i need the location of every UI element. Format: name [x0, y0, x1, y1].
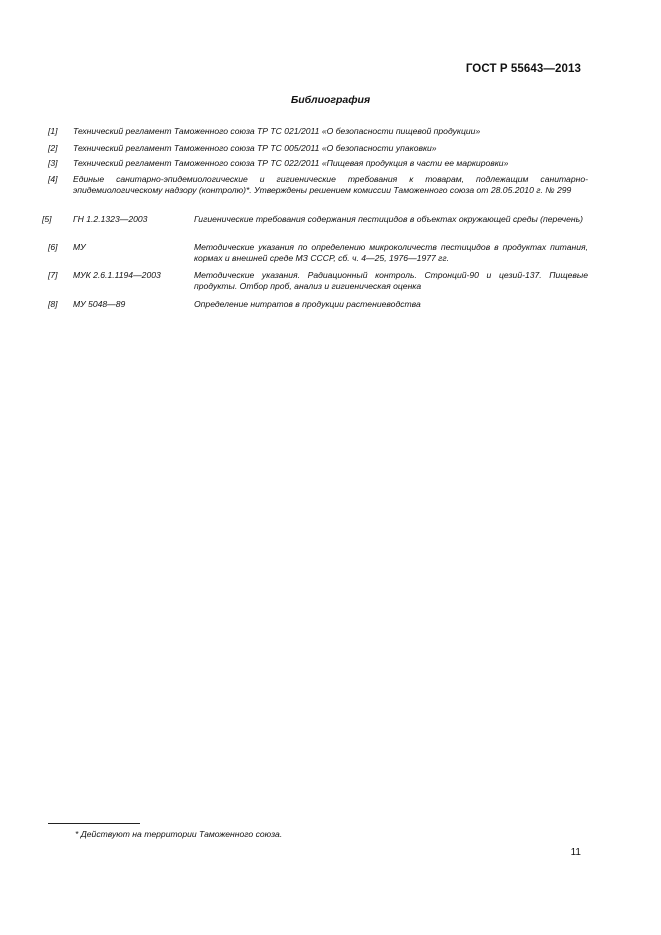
- entry-number: [2]: [48, 143, 58, 153]
- entry-description: Определение нитратов в продукции растениеводства: [194, 299, 421, 309]
- entry-number: [3]: [48, 158, 58, 168]
- standard-code-header: ГОСТ Р 55643—2013: [465, 63, 581, 75]
- entry-text: Технический регламент Таможенного союза ТР ТС 005/2011 «О безопасности упаковки»: [73, 143, 437, 153]
- entry-code: МУ: [73, 242, 86, 252]
- entry-description: Методические указания по определению микроколичеств пестицидов в продуктах питания, кормах и внешней среде МЗ СССР, сб. ч. 4—25, 1976—1977 гг.: [194, 242, 588, 263]
- entry-number: [6]: [48, 242, 58, 252]
- entry-code: ГН 1.2.1323—2003: [73, 214, 148, 224]
- footnote-divider: [48, 823, 140, 824]
- entry-code: МУ 5048—89: [73, 299, 126, 309]
- entry-description: Гигиенические требования содержания пестицидов в объектах окружающей среды (перечень): [194, 214, 583, 224]
- entry-text: Единые санитарно-эпидемиологические и гигиенические требования к товарам, подлежащим санитарно-эпидемиологическому надзору (контролю)*. Утверждены решением комиссии Таможенного союза от 28.05.2010 г. № 299: [73, 174, 588, 195]
- entry-number: [4]: [48, 174, 58, 184]
- entry-number: [8]: [48, 299, 58, 309]
- entry-code: МУК 2.6.1.1194—2003: [73, 270, 161, 280]
- page-number: 11: [570, 847, 581, 858]
- entry-text: Технический регламент Таможенного союза ТР ТС 022/2011 «Пищевая продукция в части ее маркировки»: [73, 158, 509, 168]
- entry-number: [1]: [48, 126, 58, 136]
- bibliography-title: Библиография: [290, 94, 371, 106]
- entry-text: Технический регламент Таможенного союза ТР ТС 021/2011 «О безопасности пищевой продукции»: [73, 126, 481, 136]
- entry-number: [5]: [42, 214, 52, 224]
- entry-description: Методические указания. Радиационный контроль. Стронций-90 и цезий-137. Пищевые продукты. Отбор проб, анализ и гигиеническая оценка: [194, 270, 588, 291]
- footnote: * Действуют на территории Таможенного союза.: [75, 829, 283, 839]
- entry-number: [7]: [48, 270, 58, 280]
